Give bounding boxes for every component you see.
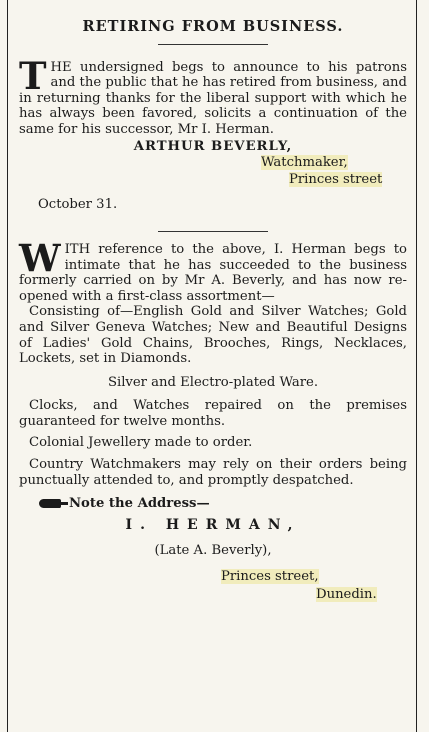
succession-notice xyxy=(19,235,407,304)
retirement-body: HE undersigned begs to announce to his patrons and the public that he has retired from business, and in returning thanks for the liberal support with which he has always been favored, solicits a continuation of the same for his successor, Mr I. Herman. xyxy=(19,59,407,137)
goods-list: Consisting of—English Gold and Silver Watches; Gold and Silver Geneva Watches; New and Beautiful Designs of Ladies' Gold Chains, Brooches, Rings, Necklaces, Lockets, set in Diamonds. xyxy=(19,304,407,367)
note-address xyxy=(19,496,407,512)
notice-heading: RETIRING FROM BUSINESS. xyxy=(82,18,344,35)
colonial-line: Colonial Jewellery made to order. xyxy=(29,435,253,451)
country-line: Country Watchmakers may rely on their orders being punctually attended to, and promptly despatched. xyxy=(19,457,407,488)
signature-occupation: Watchmaker, xyxy=(261,155,348,171)
retirement-notice xyxy=(19,53,407,138)
advertisement-column xyxy=(19,0,407,602)
column-rule-left xyxy=(7,0,8,732)
signature-street: Princes street xyxy=(289,171,383,187)
succession-intro: ITH reference to the above, I. Herman begs to intimate that he has succeeded to the business formerly carried on by Mr A. Beverly, and has now re-opened with a first-class assortment— xyxy=(19,241,407,304)
late-line: (Late A. Beverly), xyxy=(154,543,272,559)
proprietor-name: I. HERMAN, xyxy=(125,516,301,533)
note-label: Note the Address— xyxy=(69,496,210,512)
heading-rule xyxy=(158,44,268,45)
repairs-line: Clocks, and Watches repaired on the premises guaranteed for twelve months. xyxy=(19,398,407,429)
separator-rule xyxy=(158,231,268,232)
address-city: Dunedin. xyxy=(316,586,377,602)
dropcap-w: W xyxy=(19,235,61,280)
dropcap-t: T xyxy=(19,53,47,98)
notice-date: October 31. xyxy=(38,197,118,213)
address-street: Princes street, xyxy=(221,569,319,585)
column-rule-right xyxy=(416,0,417,732)
pointing-hand-icon xyxy=(39,499,61,508)
signature-name: ARTHUR BEVERLY, xyxy=(133,138,293,154)
silverware-line: Silver and Electro-plated Ware. xyxy=(107,374,319,390)
